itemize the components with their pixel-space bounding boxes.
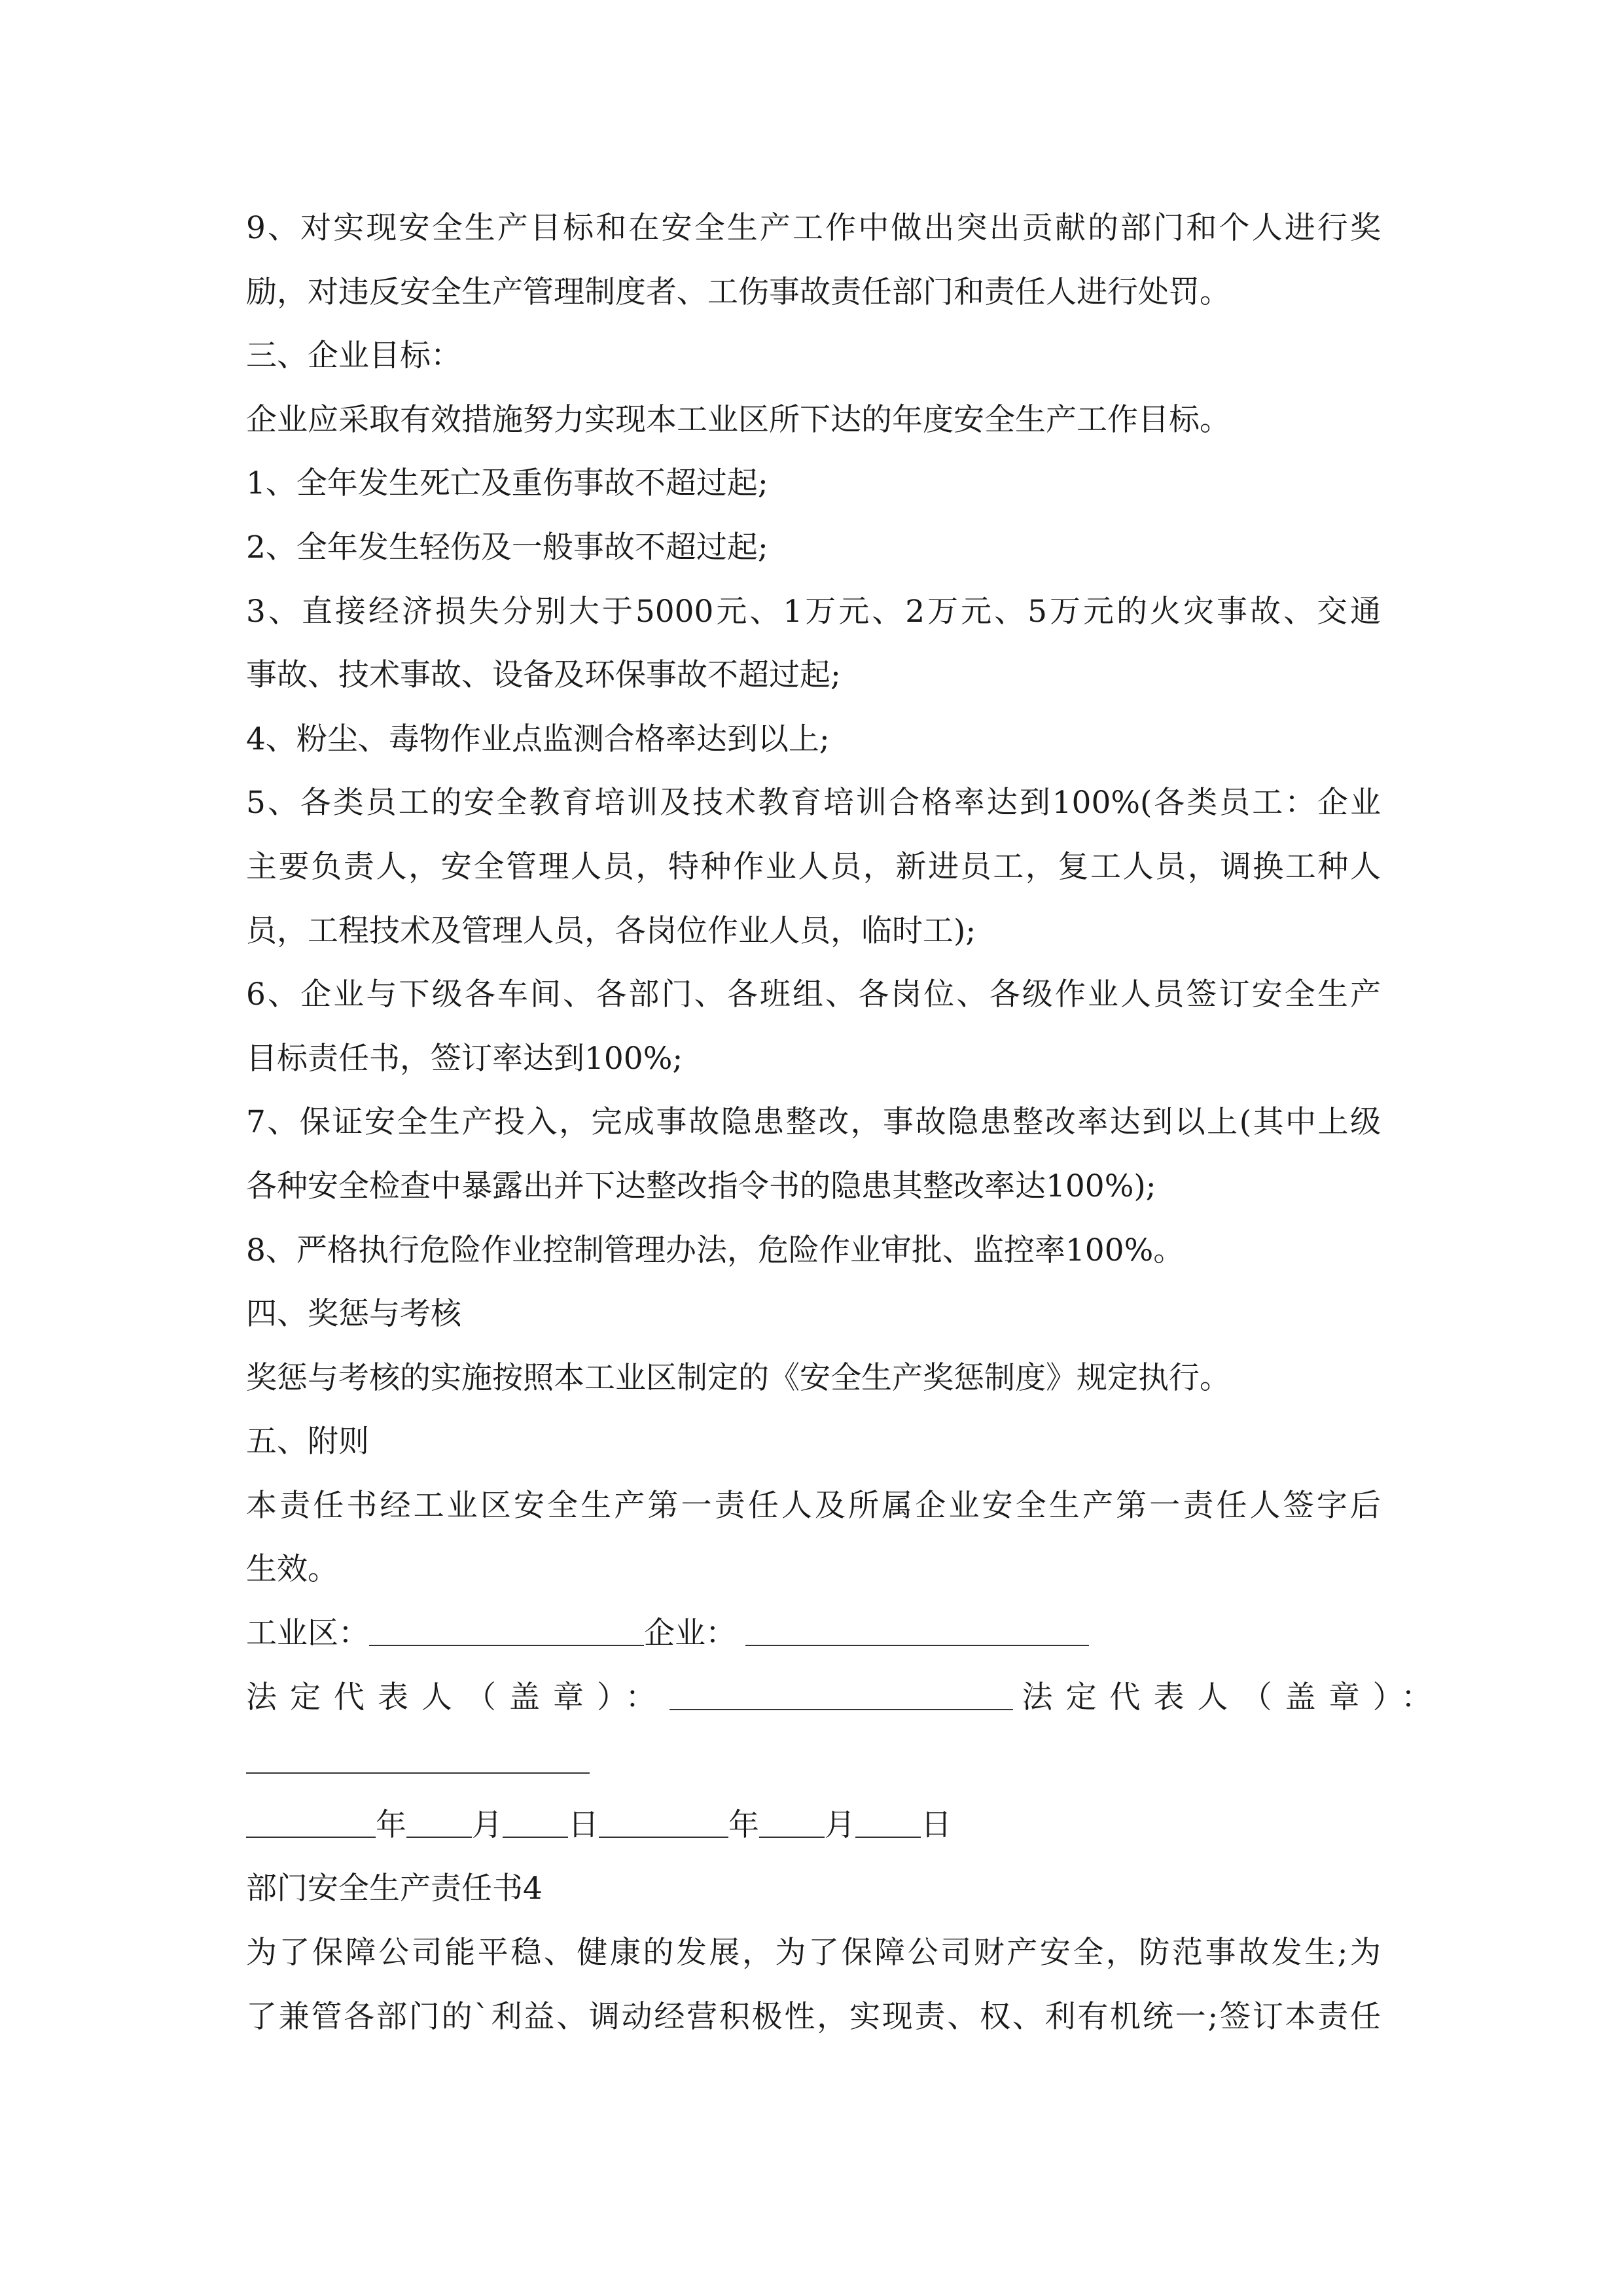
list-item: 3、直接经济损失分别大于5000元、1万元、2万元、5万元的火灾事故、交通	[246, 593, 1381, 630]
year-blank-1[interactable]	[246, 1806, 376, 1838]
list-item: 7、保证安全生产投入，完成事故隐患整改，事故隐患整改率达到以上(其中上级	[246, 1104, 1381, 1141]
industrial-zone-label: 工业区：	[246, 1615, 369, 1652]
month-label-1: 月	[472, 1806, 503, 1843]
day-label-2: 日	[921, 1806, 952, 1843]
list-item: 8、严格执行危险作业控制管理办法，危险作业审批、监控率100%。	[246, 1232, 1185, 1268]
paragraph-line: 员，工程技术及管理人员，各岗位作业人员，临时工);	[246, 912, 976, 949]
paragraph-line: 为了保障公司能平稳、健康的发展，为了保障公司财产安全，防范事故发生;为	[246, 1935, 1381, 1971]
year-label-1: 年	[376, 1806, 406, 1843]
paragraph-line: 事故、技术事故、设备及环保事故不超过起;	[246, 657, 841, 694]
day-blank-1[interactable]	[503, 1806, 568, 1838]
legal-rep-enterprise-blank[interactable]	[246, 1742, 590, 1774]
year-blank-2[interactable]	[599, 1806, 728, 1838]
legal-rep-continuation-row	[246, 1729, 1381, 1793]
section-4-title: 部门安全生产责任书4	[246, 1871, 543, 1907]
legal-rep-zone-blank[interactable]	[669, 1678, 1013, 1710]
month-label-2: 月	[825, 1806, 855, 1843]
industrial-zone-signature-blank[interactable]	[369, 1614, 644, 1646]
paragraph-line: 目标责任书，签订率达到100%;	[246, 1040, 683, 1077]
year-label-2: 年	[728, 1806, 759, 1843]
list-item: 6、企业与下级各车间、各部门、各班组、各岗位、各级作业人员签订安全生产	[246, 977, 1381, 1013]
list-item: 4、粉尘、毒物作业点监测合格率达到以上;	[246, 721, 830, 757]
paragraph-line: 本责任书经工业区安全生产第一责任人及所属企业安全生产第一责任人签字后	[246, 1487, 1381, 1524]
paragraph-line: 主要负责人，安全管理人员，特种作业人员，新进员工，复工人员，调换工种人	[246, 848, 1381, 885]
paragraph-line: 了兼管各部门的`利益、调动经营积极性，实现责、权、利有机统一;签订本责任	[246, 1998, 1381, 2035]
list-item: 1、全年发生死亡及重伤事故不超过起;	[246, 465, 768, 502]
section-heading: 五、附则	[246, 1424, 369, 1460]
day-blank-2[interactable]	[855, 1806, 921, 1838]
enterprise-label: 企业：	[644, 1615, 736, 1652]
paragraph-line: 各种安全检查中暴露出并下达整改指令书的隐患其整改率达100%);	[246, 1168, 1156, 1204]
month-blank-1[interactable]	[406, 1806, 472, 1838]
legal-rep-row	[246, 1666, 1445, 1730]
enterprise-signature-blank[interactable]	[745, 1614, 1089, 1646]
legal-rep-label-zone: 法定代表人（盖章）：	[246, 1679, 669, 1715]
month-blank-2[interactable]	[759, 1806, 825, 1838]
document-body	[246, 196, 1445, 2049]
section-heading: 四、奖惩与考核	[246, 1296, 461, 1333]
signature-parties-row	[246, 1602, 1381, 1666]
date-row	[246, 1793, 1381, 1857]
section-heading: 三、企业目标：	[246, 338, 461, 374]
paragraph-line: 励，对违反安全生产管理制度者、工伤事故责任部门和责任人进行处罚。	[246, 274, 1230, 310]
list-item: 5、各类员工的安全教育培训及技术教育培训合格率达到100%(各类员工：企业	[246, 785, 1381, 821]
paragraph-line: 9、对实现安全生产目标和在安全生产工作中做出突出贡献的部门和个人进行奖	[246, 210, 1381, 246]
list-item: 2、全年发生轻伤及一般事故不超过起;	[246, 529, 768, 565]
day-label-1: 日	[568, 1806, 599, 1843]
paragraph-line: 奖惩与考核的实施按照本工业区制定的《安全生产奖惩制度》规定执行。	[246, 1359, 1230, 1396]
legal-rep-label-enterprise: 法定代表人（盖章）：	[1022, 1679, 1445, 1715]
paragraph-line: 生效。	[246, 1551, 338, 1588]
paragraph-line: 企业应采取有效措施努力实现本工业区所下达的年度安全生产工作目标。	[246, 401, 1230, 438]
